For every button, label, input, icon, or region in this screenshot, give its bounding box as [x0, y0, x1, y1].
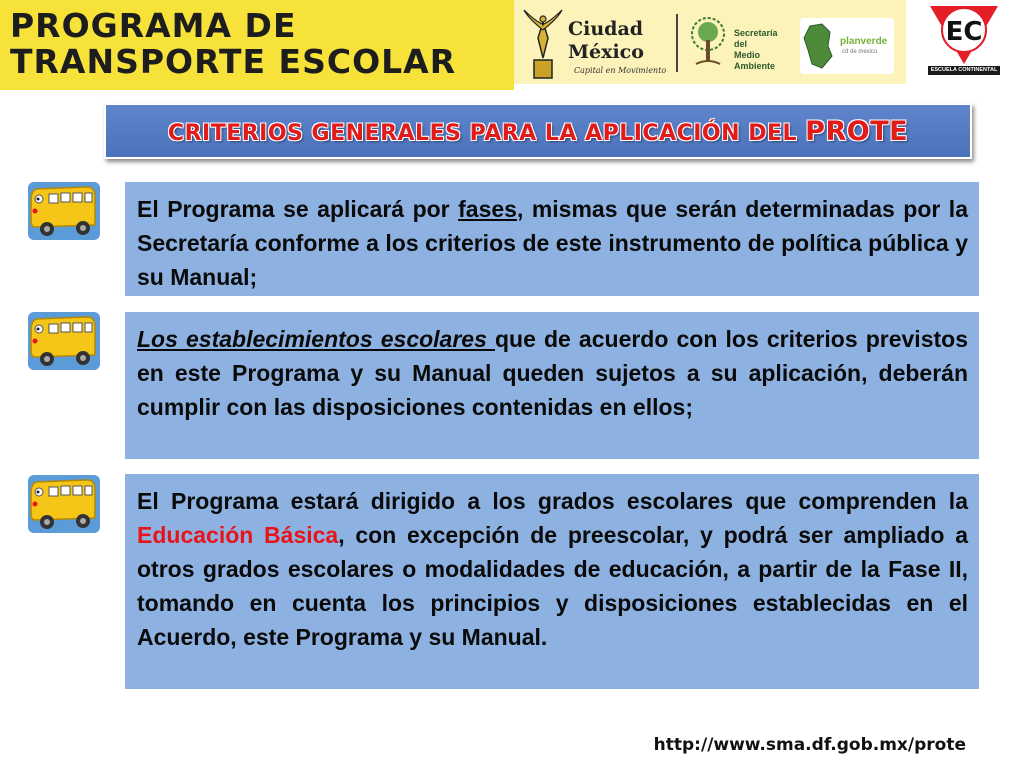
cdmx-logo-tagline: Capital en Movimiento [574, 66, 667, 75]
sma-logo-text [734, 28, 786, 72]
school-bus-icon [27, 311, 101, 371]
program-title-line-2: TRANSPORTE ESCOLAR [10, 42, 457, 81]
cdmx-logo-line-1: Ciudad [568, 18, 644, 40]
criterion-1-underlined: fases [458, 196, 517, 222]
secretaria-medio-ambiente-logo [686, 12, 786, 76]
criterion-1-text: El Programa se aplicará por [137, 196, 459, 222]
criterion-box-2 [125, 312, 979, 459]
criterion-box-3 [125, 474, 979, 689]
logo-divider [676, 14, 678, 72]
criterion-box-1 [125, 182, 979, 296]
map-icon [800, 18, 836, 74]
school-bus-icon [27, 181, 101, 241]
planverde-text: planverde [840, 36, 888, 47]
ec-shield-icon [926, 2, 1002, 68]
school-name-label: ESCUELA CONTINENTAL [928, 66, 1000, 75]
criterion-1-text-cont: , mismas que serán determinadas por la Secretaría conforme a los criterios de este instrumento de política pública y su Manual; [137, 196, 968, 290]
criterion-3-text-cont: , con excepción de preescolar, y podrá ser ampliado a otros grados escolares o modalidades de educación, a partir de la Fase II, tomando en cuenta los principios y disposiciones establecidas en el Acuerdo, este Programa y su Manual. [137, 522, 968, 650]
sponsor-logos [514, 0, 906, 84]
cdmx-logo-line-2: México [568, 41, 644, 63]
planverde-subtext: cd de mexico [842, 49, 878, 55]
tree-icon [686, 12, 730, 76]
sma-logo-line-1: Secretaría del [734, 28, 778, 49]
section-banner [104, 103, 972, 159]
criterion-2-text: que de acuerdo con los criterios previstos en este Programa y su Manual queden sujetos a su aplicación, deberán cumplir con las disposiciones contenidas en ellos; [137, 326, 968, 420]
program-title-block [0, 0, 514, 90]
footer-url-link[interactable]: http://www.sma.df.gob.mx/prote [653, 735, 966, 755]
criterion-3-highlight: Educación Básica [137, 522, 339, 548]
school-bus-icon [27, 474, 101, 534]
banner-heading [106, 116, 970, 147]
angel-monument-icon [520, 8, 566, 80]
criterion-2-italic-underlined: Los establecimientos escolares [137, 326, 495, 352]
program-title-line-1: PROGRAMA DE [10, 6, 297, 45]
banner-text-emphasis: PROTE [805, 116, 909, 147]
school-initials: EC [945, 17, 983, 47]
criterion-3-text: El Programa estará dirigido a los grados escolares que comprenden la [137, 488, 968, 514]
sma-logo-line-2: Medio Ambiente [734, 50, 776, 71]
plan-verde-logo [800, 18, 894, 74]
banner-text-main: CRITERIOS GENERALES PARA LA APLICACIÓN DEL [167, 121, 806, 146]
ciudad-mexico-logo [520, 8, 670, 80]
